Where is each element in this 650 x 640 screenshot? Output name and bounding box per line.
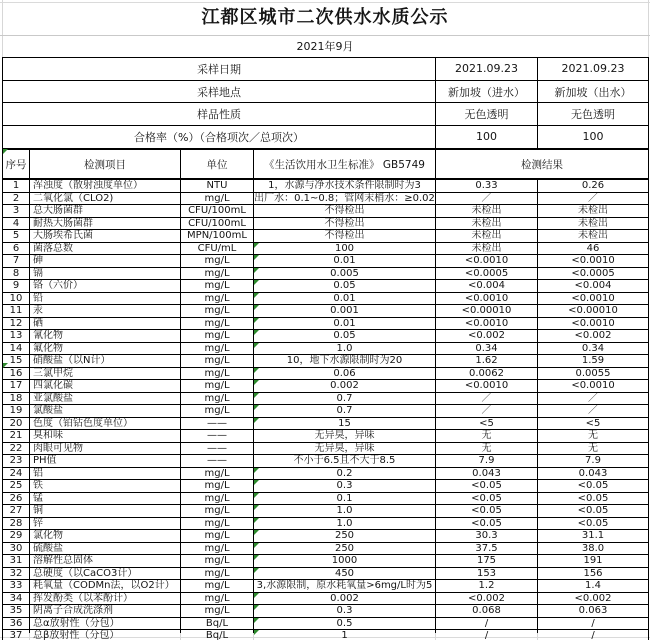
test-item-name: 挥发酚类（以苯酚计） <box>30 592 181 605</box>
result-row <box>3 505 649 518</box>
standard-limit: 0.002 <box>254 592 436 605</box>
page-title: 江都区城市二次供水水质公示 <box>201 7 449 28</box>
row-number: 21 <box>3 430 30 443</box>
result-outlet: <0.0010 <box>538 255 649 268</box>
sample-info-table <box>2 57 649 149</box>
result-row <box>3 555 649 568</box>
result-outlet: / <box>538 630 649 640</box>
standard-limit: 不小于6.5且不大于8.5 <box>254 455 436 468</box>
result-row <box>3 280 649 293</box>
result-row <box>3 255 649 268</box>
row-number: 14 <box>3 342 30 355</box>
result-row <box>3 179 649 192</box>
standard-limit: 10，地下水源限制时为20 <box>254 355 436 368</box>
row-number: 3 <box>3 205 30 218</box>
standard-limit: 0.01 <box>254 317 436 330</box>
result-inlet: 未检出 <box>436 217 538 230</box>
col-header-result: 检测结果 <box>436 149 649 179</box>
row-number: 10 <box>3 292 30 305</box>
result-outlet: <0.00010 <box>538 305 649 318</box>
unit: mg/L <box>181 580 254 593</box>
result-row <box>3 330 649 343</box>
report-month: 2021年9月 <box>0 35 650 57</box>
test-item-name: 硝酸盐（以N计） <box>30 355 181 368</box>
unit: mg/L <box>181 267 254 280</box>
test-item-name: 三氯甲烷 <box>30 367 181 380</box>
row-number: 35 <box>3 605 30 618</box>
row-number: 17 <box>3 380 30 393</box>
row-number: 9 <box>3 280 30 293</box>
standard-limit: 15 <box>254 417 436 430</box>
standard-limit: 0.05 <box>254 280 436 293</box>
unit: —— <box>181 455 254 468</box>
row-number: 12 <box>3 317 30 330</box>
result-row <box>3 367 649 380</box>
test-item-name: 总大肠菌群 <box>30 205 181 218</box>
test-item-name: 总β放射性（分包） <box>30 630 181 640</box>
standard-limit: 250 <box>254 542 436 555</box>
result-inlet: 未检出 <box>436 242 538 255</box>
test-item-name: 镉 <box>30 267 181 280</box>
result-inlet: / <box>436 630 538 640</box>
test-item-name: 氯化物 <box>30 530 181 543</box>
standard-limit: 1，水源与净水技术条件限制时为3 <box>254 179 436 192</box>
row-number: 22 <box>3 442 30 455</box>
error-flag-icon <box>3 149 8 154</box>
standard-limit: 1.0 <box>254 342 436 355</box>
unit: CFU/mL <box>181 242 254 255</box>
info-row <box>3 103 649 126</box>
standard-limit: 1 <box>254 630 436 640</box>
row-number: 6 <box>3 242 30 255</box>
standard-limit: 3,水源限制，原水耗氧量>6mg/L时为5 <box>254 580 436 593</box>
row-number: 25 <box>3 480 30 493</box>
result-row <box>3 617 649 630</box>
test-item-name: 耗氧量（CODMn法，以O2计） <box>30 580 181 593</box>
standard-limit: 1000 <box>254 555 436 568</box>
unit: CFU/100mL <box>181 217 254 230</box>
result-row <box>3 430 649 443</box>
row-number: 24 <box>3 467 30 480</box>
unit: mg/L <box>181 255 254 268</box>
result-row <box>3 530 649 543</box>
result-inlet: <0.05 <box>436 505 538 518</box>
result-row <box>3 405 649 418</box>
row-number: 34 <box>3 592 30 605</box>
standard-limit: 0.002 <box>254 380 436 393</box>
result-outlet: 31.1 <box>538 530 649 543</box>
result-outlet: 191 <box>538 555 649 568</box>
row-number: 1 <box>3 179 30 192</box>
result-inlet: 0.0062 <box>436 367 538 380</box>
test-item-name: 汞 <box>30 305 181 318</box>
info-label: 合格率（%）（合格项次／总项次） <box>3 126 436 149</box>
row-number: 2 <box>3 192 30 205</box>
row-number: 33 <box>3 580 30 593</box>
standard-limit: 0.2 <box>254 467 436 480</box>
result-outlet: <0.002 <box>538 330 649 343</box>
result-row <box>3 267 649 280</box>
info-value-inlet: 无色透明 <box>436 103 538 126</box>
row-number: 26 <box>3 492 30 505</box>
test-item-name: 四氯化碳 <box>30 380 181 393</box>
result-inlet: <0.0010 <box>436 255 538 268</box>
unit: mg/L <box>181 480 254 493</box>
result-inlet: <0.0010 <box>436 292 538 305</box>
info-row <box>3 126 649 149</box>
row-number: 20 <box>3 417 30 430</box>
result-outlet: 46 <box>538 242 649 255</box>
info-value-outlet: 100 <box>538 126 649 149</box>
test-item-name: 阴离子合成洗涤剂 <box>30 605 181 618</box>
col-header-item: 检测项目 <box>30 149 181 179</box>
result-inlet: 0.068 <box>436 605 538 618</box>
standard-limit: 0.06 <box>254 367 436 380</box>
test-item-name: 氰化物 <box>30 330 181 343</box>
result-outlet: 0.34 <box>538 342 649 355</box>
test-item-name: 大肠埃希氏菌 <box>30 230 181 243</box>
result-outlet: 0.26 <box>538 179 649 192</box>
result-row <box>3 455 649 468</box>
unit: mg/L <box>181 305 254 318</box>
info-label: 样品性质 <box>3 103 436 126</box>
result-inlet: <0.0005 <box>436 267 538 280</box>
result-outlet: ／ <box>538 405 649 418</box>
result-row <box>3 230 649 243</box>
result-outlet: 未检出 <box>538 205 649 218</box>
unit: mg/L <box>181 517 254 530</box>
row-number: 37 <box>3 630 30 640</box>
result-outlet: 156 <box>538 567 649 580</box>
result-outlet: ／ <box>538 192 649 205</box>
unit: mg/L <box>181 380 254 393</box>
standard-limit: 0.005 <box>254 267 436 280</box>
test-item-name: 铜 <box>30 505 181 518</box>
unit: mg/L <box>181 467 254 480</box>
result-inlet: 1.62 <box>436 355 538 368</box>
result-outlet: <0.05 <box>538 517 649 530</box>
result-row <box>3 567 649 580</box>
unit: mg/L <box>181 355 254 368</box>
row-number: 7 <box>3 255 30 268</box>
info-value-outlet: 2021.09.23 <box>538 58 649 81</box>
unit: mg/L <box>181 530 254 543</box>
standard-limit: 450 <box>254 567 436 580</box>
standard-limit: 0.01 <box>254 255 436 268</box>
standard-limit: 1.0 <box>254 517 436 530</box>
row-number: 32 <box>3 567 30 580</box>
test-item-name: 铁 <box>30 480 181 493</box>
result-row <box>3 417 649 430</box>
sheet-gridline-stub <box>29 633 30 640</box>
unit: —— <box>181 417 254 430</box>
row-number: 18 <box>3 392 30 405</box>
result-row <box>3 442 649 455</box>
result-inlet: 无 <box>436 442 538 455</box>
test-item-name: 硒 <box>30 317 181 330</box>
col-header-no: 序号 <box>3 149 30 179</box>
info-label: 采样地点 <box>3 80 436 103</box>
sheet-gridline-stub <box>537 633 538 640</box>
unit: mg/L <box>181 392 254 405</box>
test-item-name: 氯酸盐 <box>30 405 181 418</box>
result-inlet: <0.05 <box>436 517 538 530</box>
test-item-name: 臭和味 <box>30 430 181 443</box>
unit: CFU/100mL <box>181 205 254 218</box>
result-inlet: <0.0010 <box>436 380 538 393</box>
result-row <box>3 305 649 318</box>
result-outlet: 1.59 <box>538 355 649 368</box>
standard-limit: 不得检出 <box>254 217 436 230</box>
standard-limit: 0.7 <box>254 405 436 418</box>
result-row <box>3 605 649 618</box>
result-inlet: <0.002 <box>436 592 538 605</box>
result-outlet: <0.0010 <box>538 292 649 305</box>
row-number: 5 <box>3 230 30 243</box>
test-item-name: 铝 <box>30 467 181 480</box>
unit: mg/L <box>181 192 254 205</box>
result-inlet: 175 <box>436 555 538 568</box>
unit: mg/L <box>181 367 254 380</box>
result-outlet: <0.0010 <box>538 317 649 330</box>
result-outlet: 0.0055 <box>538 367 649 380</box>
standard-limit: 无异臭，异味 <box>254 442 436 455</box>
unit: mg/L <box>181 542 254 555</box>
result-inlet: 153 <box>436 567 538 580</box>
standard-limit: 0.001 <box>254 305 436 318</box>
result-row <box>3 580 649 593</box>
results-header-row <box>3 149 649 179</box>
unit: mg/L <box>181 592 254 605</box>
result-row <box>3 380 649 393</box>
row-number: 27 <box>3 505 30 518</box>
result-outlet: <0.002 <box>538 592 649 605</box>
result-inlet: 无 <box>436 430 538 443</box>
test-item-name: 锌 <box>30 517 181 530</box>
test-item-name: 总α放射性（分包） <box>30 617 181 630</box>
row-number: 15 <box>3 355 30 368</box>
unit: Bq/L <box>181 617 254 630</box>
result-outlet: 1.4 <box>538 580 649 593</box>
standard-limit: 0.7 <box>254 392 436 405</box>
unit: mg/L <box>181 605 254 618</box>
standard-limit: 不得检出 <box>254 205 436 218</box>
standard-limit: 0.1 <box>254 492 436 505</box>
result-inlet: 未检出 <box>436 205 538 218</box>
result-inlet: <0.0010 <box>436 317 538 330</box>
info-row <box>3 80 649 103</box>
test-item-name: 铬（六价） <box>30 280 181 293</box>
unit: mg/L <box>181 405 254 418</box>
test-item-name: 耐热大肠菌群 <box>30 217 181 230</box>
sheet-gridline-stub <box>180 633 181 640</box>
unit: mg/L <box>181 492 254 505</box>
result-outlet: <0.05 <box>538 480 649 493</box>
row-number: 36 <box>3 617 30 630</box>
result-inlet: / <box>436 617 538 630</box>
error-flag-icon <box>3 363 8 368</box>
row-number: 13 <box>3 330 30 343</box>
test-item-name: 氟化物 <box>30 342 181 355</box>
result-inlet: 7.9 <box>436 455 538 468</box>
result-inlet: <0.00010 <box>436 305 538 318</box>
row-number: 19 <box>3 405 30 418</box>
sheet-gridline-stub <box>253 633 254 640</box>
result-row <box>3 480 649 493</box>
result-outlet: <5 <box>538 417 649 430</box>
result-inlet: 未检出 <box>436 230 538 243</box>
result-row <box>3 317 649 330</box>
unit: mg/L <box>181 317 254 330</box>
row-number: 4 <box>3 217 30 230</box>
info-value-outlet: 新加坡（出水） <box>538 80 649 103</box>
row-number: 31 <box>3 555 30 568</box>
result-outlet: 未检出 <box>538 217 649 230</box>
result-inlet: ／ <box>436 405 538 418</box>
result-row <box>3 242 649 255</box>
result-inlet: <5 <box>436 417 538 430</box>
result-inlet: <0.05 <box>436 480 538 493</box>
result-outlet: / <box>538 617 649 630</box>
result-outlet: <0.0005 <box>538 267 649 280</box>
result-row <box>3 630 649 640</box>
result-inlet: 0.34 <box>436 342 538 355</box>
row-number: 16 <box>3 367 30 380</box>
standard-limit: 1.0 <box>254 505 436 518</box>
result-row <box>3 392 649 405</box>
result-row <box>3 342 649 355</box>
result-outlet: 38.0 <box>538 542 649 555</box>
info-label: 采样日期 <box>3 58 436 81</box>
result-outlet: 0.043 <box>538 467 649 480</box>
result-outlet: 7.9 <box>538 455 649 468</box>
row-number: 23 <box>3 455 30 468</box>
test-item-name: 砷 <box>30 255 181 268</box>
col-header-unit: 单位 <box>181 149 254 179</box>
info-value-outlet: 无色透明 <box>538 103 649 126</box>
row-number: 8 <box>3 267 30 280</box>
standard-limit: 100 <box>254 242 436 255</box>
result-row <box>3 592 649 605</box>
test-item-name: 锰 <box>30 492 181 505</box>
test-item-name: 溶解性总固体 <box>30 555 181 568</box>
test-item-name: 铅 <box>30 292 181 305</box>
test-item-name: 菌落总数 <box>30 242 181 255</box>
test-item-name: 色度（铂钴色度单位） <box>30 417 181 430</box>
standard-limit: 0.3 <box>254 480 436 493</box>
result-inlet: 30.3 <box>436 530 538 543</box>
test-item-name: PH值 <box>30 455 181 468</box>
standard-limit: 出厂水：0.1~0.8；管网末梢水：≥0.02 <box>254 192 435 204</box>
row-number: 29 <box>3 530 30 543</box>
test-item-name: 硫酸盐 <box>30 542 181 555</box>
unit: —— <box>181 430 254 443</box>
result-inlet: <0.05 <box>436 492 538 505</box>
result-inlet: 0.33 <box>436 179 538 192</box>
unit: MPN/100mL <box>181 230 254 243</box>
info-value-inlet: 新加坡（进水） <box>436 80 538 103</box>
standard-limit: 0.01 <box>254 292 436 305</box>
unit: NTU <box>181 179 254 192</box>
unit: mg/L <box>181 555 254 568</box>
unit: mg/L <box>181 567 254 580</box>
results-table <box>2 148 649 640</box>
test-item-name: 总硬度（以CaCO3计） <box>30 567 181 580</box>
row-number: 11 <box>3 305 30 318</box>
test-item-name: 二氧化氯（CLO2) <box>30 192 181 205</box>
col-header-standard: 《生活饮用水卫生标准》 GB5749 <box>254 149 436 179</box>
result-row <box>3 542 649 555</box>
standard-limit: 不得检出 <box>254 230 436 243</box>
result-inlet: <0.002 <box>436 330 538 343</box>
result-outlet: 无 <box>538 442 649 455</box>
result-row <box>3 355 649 368</box>
result-inlet: 0.043 <box>436 467 538 480</box>
result-row <box>3 292 649 305</box>
unit: mg/L <box>181 342 254 355</box>
info-row <box>3 58 649 81</box>
result-inlet: <0.004 <box>436 280 538 293</box>
info-value-inlet: 100 <box>436 126 538 149</box>
result-row <box>3 492 649 505</box>
result-outlet: <0.004 <box>538 280 649 293</box>
result-outlet: <0.0010 <box>538 380 649 393</box>
standard-limit: 250 <box>254 530 436 543</box>
result-outlet: <0.05 <box>538 492 649 505</box>
result-outlet: 未检出 <box>538 230 649 243</box>
result-row <box>3 217 649 230</box>
result-row <box>3 467 649 480</box>
row-number: 28 <box>3 517 30 530</box>
result-outlet: ／ <box>538 392 649 405</box>
standard-limit: 0.3 <box>254 605 436 618</box>
test-item-name: 浑浊度（散射浊度单位） <box>30 179 181 192</box>
result-outlet: 0.063 <box>538 605 649 618</box>
test-item-name: 亚氯酸盐 <box>30 392 181 405</box>
unit: —— <box>181 442 254 455</box>
test-item-name: 肉眼可见物 <box>30 442 181 455</box>
unit: mg/L <box>181 280 254 293</box>
result-row <box>3 205 649 218</box>
unit: mg/L <box>181 505 254 518</box>
result-row <box>3 517 649 530</box>
result-row <box>3 192 649 205</box>
info-value-inlet: 2021.09.23 <box>436 58 538 81</box>
standard-limit: 0.05 <box>254 330 436 343</box>
unit: Bq/L <box>181 630 254 640</box>
result-inlet: ／ <box>436 392 538 405</box>
result-inlet: ／ <box>436 192 538 205</box>
row-number: 30 <box>3 542 30 555</box>
standard-limit: 0.5 <box>254 617 436 630</box>
result-outlet: <0.05 <box>538 505 649 518</box>
result-inlet: 37.5 <box>436 542 538 555</box>
result-outlet: 无 <box>538 430 649 443</box>
sheet-gridline-stub <box>435 633 436 640</box>
standard-limit: 无异臭，异味 <box>254 430 436 443</box>
unit: mg/L <box>181 292 254 305</box>
unit: mg/L <box>181 330 254 343</box>
result-inlet: 1.2 <box>436 580 538 593</box>
